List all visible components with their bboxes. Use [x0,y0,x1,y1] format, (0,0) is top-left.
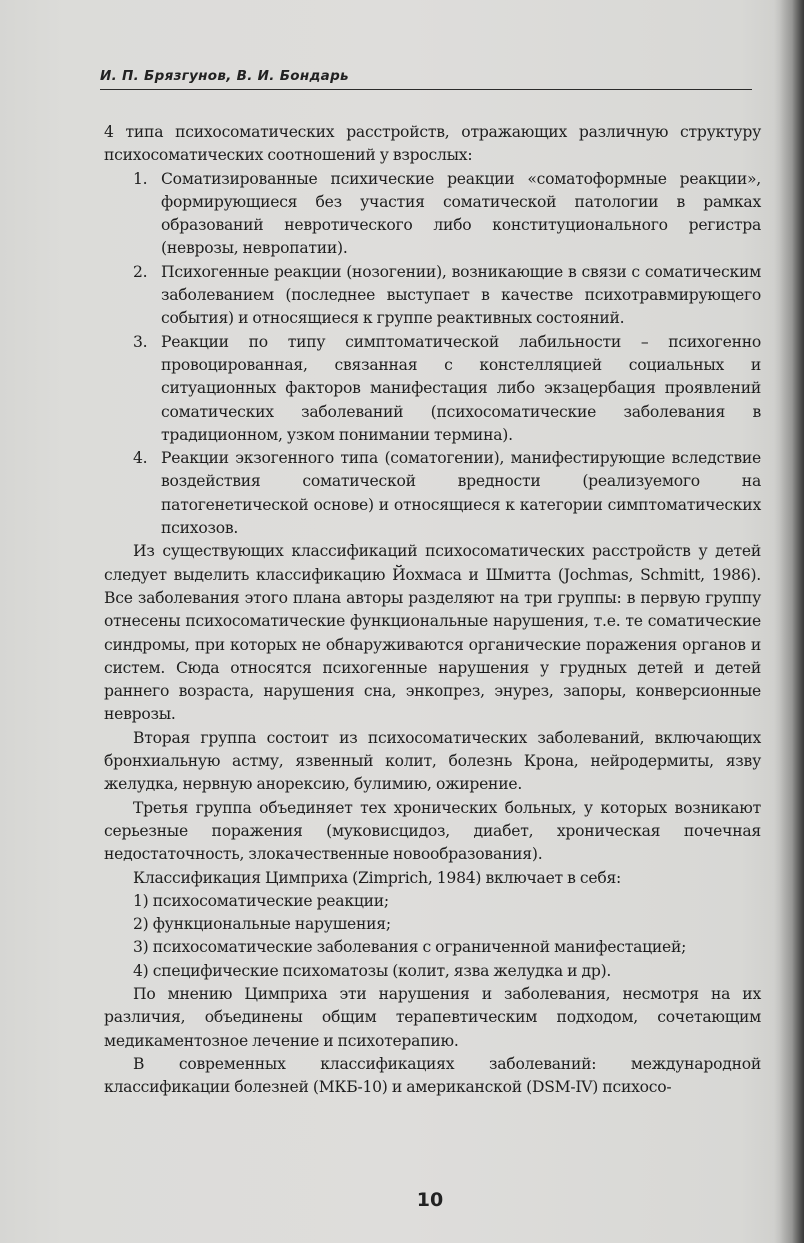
zimprich-list-item: 3) психосоматические заболевания с ограниченной манифестацией; [133,938,687,957]
zimprich-list-item: 4) специфические психоматозы (колит, язва желудка и др). [133,961,612,980]
list-item-text: Психогенные реакции (нозогении), возникающие в связи с соматическим заболеванием (последнее выступает в качестве психотравмирующего события) и относящиеся к группе реактивных состояний. [161,262,761,328]
numbered-list [104,168,761,541]
zimprich-list-item: 1) психосоматические реакции; [133,891,389,910]
body-paragraph: В современных классификациях заболеваний: международной классификации болезней (МКБ-10) и американской (DSM-IV) психосо- [104,1054,761,1097]
zimprich-list [104,890,761,983]
list-item-text: Реакции экзогенного типа (соматогении), манифестирующие вследствие воздействия соматической вредности (реализуемого на патогенетической основе) и относящиеся к категории симптоматических психозов. [161,449,761,538]
list-item [104,331,761,447]
list-item [104,168,761,261]
list-item-text: Соматизированные психические реакции «соматоформные реакции», формирующиеся без участия соматической патологии в рамках образований невротического либо конституционального регистра (неврозы, невропатии). [161,169,761,258]
body-paragraph: По мнению Цимприха эти нарушения и заболевания, несмотря на их различия, объединены общим терапевтическим подходом, сочетающим медикаментозное лечение и психотерапию. [104,984,761,1050]
body-paragraph: Классификация Цимприха (Zimprich, 1984) включает в себя: [133,868,622,887]
header-authors: И. П. Брязгунов, В. И. Бондарь [100,68,349,84]
page-body [104,121,761,1099]
list-number: 1. [133,169,148,188]
running-header [100,63,752,90]
list-item [104,447,761,540]
intro-paragraph: 4 типа психосоматических расстройств, отражающих различную структуру психосоматических соотношений у взрослых: [104,123,761,165]
zimprich-list-item: 2) функциональные нарушения; [133,915,391,934]
list-item [104,261,761,331]
list-number: 4. [133,449,148,468]
list-item-text: Реакции по типу симптоматической лабильности – психогенно провоцированная, связанная с констелляцией социальных и ситуационных факторов манифестация либо экзацербация проявлений соматических заболеваний (психосоматические заболевания в традиционном, узком понимании термина). [161,332,761,444]
body-paragraph: Из существующих классификаций психосоматических расстройств у детей следует выделить классификацию Йохмаса и Шмитта (Jochmas, Schmitt, 1986). Все заболевания этого плана авторы разделяют на три группы: в первую группу отнесены психосоматические функциональные нарушения, т.е. те соматические синдромы, при которых не обнаруживаются органические поражения органов и систем. Сюда относятся психогенные нарушения у грудных детей и детей раннего возраста, нарушения сна, энкопрез, энурез, запоры, конверсионные неврозы. [104,542,761,724]
body-paragraph: Вторая группа состоит из психосоматических заболеваний, включающих бронхиальную астму, язвенный колит, болезнь Крона, нейродермиты, язву желудка, нервную анорексию, булимию, ожирение. [104,728,761,794]
list-number: 3. [133,332,148,351]
binding-shadow [774,0,804,1243]
page-number: 10 [416,1189,444,1211]
list-number: 2. [133,262,148,281]
body-paragraph: Третья группа объединяет тех хронических больных, у которых возникают серьезные поражения (муковисцидоз, диабет, хроническая почечная недостаточность, злокачественные новообразования). [104,798,761,864]
